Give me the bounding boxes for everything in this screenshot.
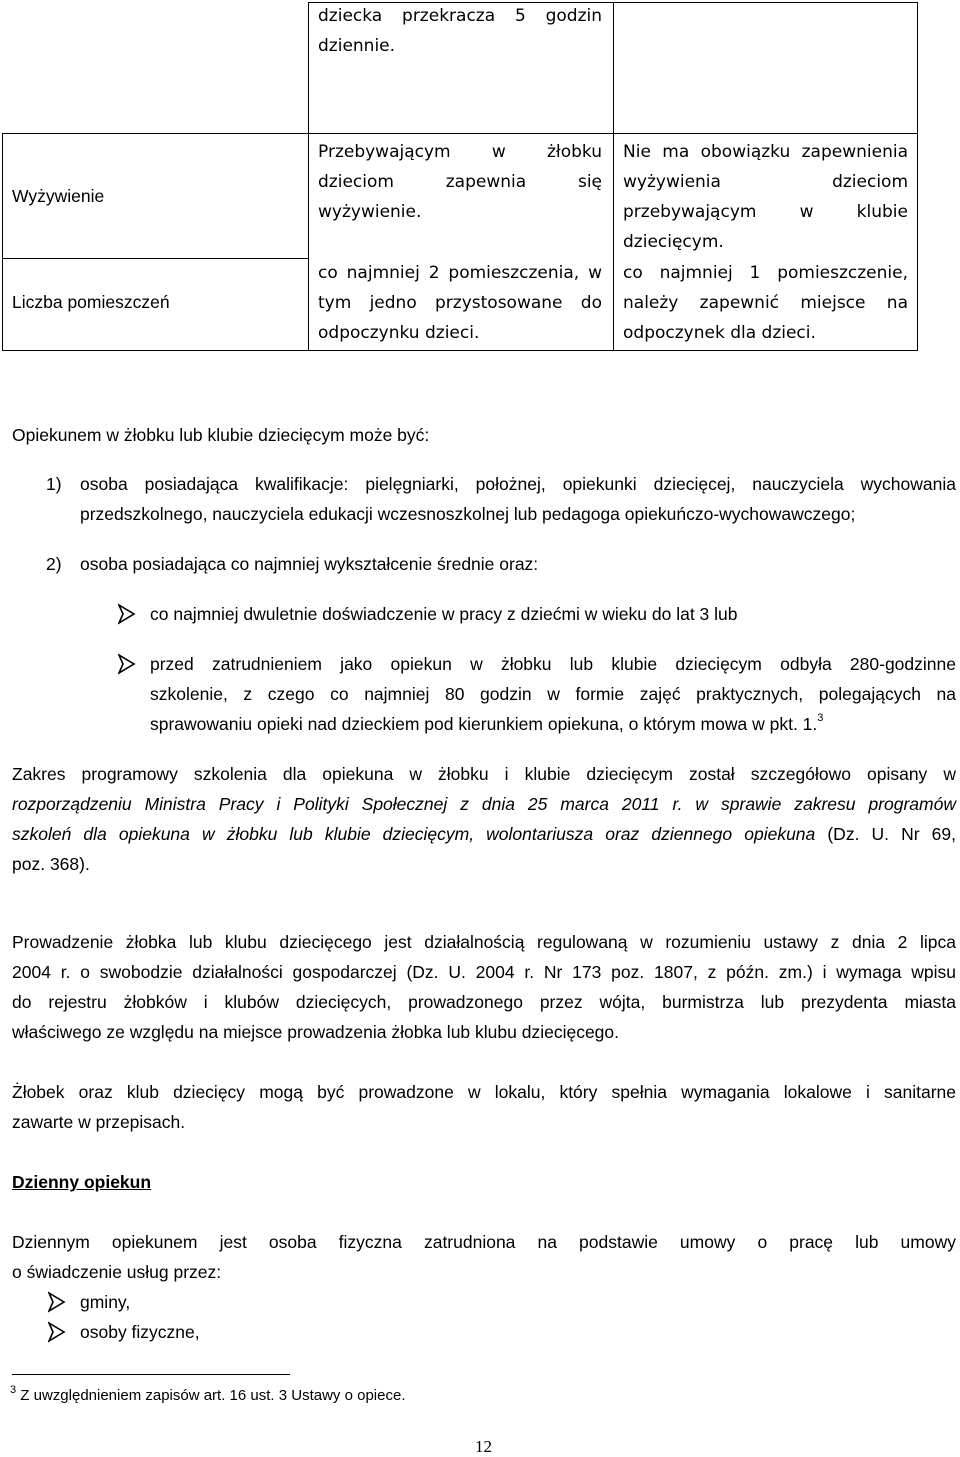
list-item-1-line2: przedszkolnego, nauczyciela edukacji wczesnoszkolnej lub pedagoga opiekuńczo-wychowawczego; <box>80 504 856 524</box>
training-scope-line1: Zakres programowy szkolenia dla opiekuna w żłobku i klubie dziecięcym został szczegółowo opisany w <box>12 764 956 784</box>
list-number-1: 1) <box>46 474 62 494</box>
training-scope-line3 <box>12 819 956 849</box>
table-border-right <box>917 2 918 351</box>
table-cell-row2-col2: co najmniej 2 pomieszczenia, w tym jedno przystosowane do odpoczynku dzieci. <box>318 263 602 343</box>
regulated-activity-line4: właściwego ze względu na miejsce prowadzenia żłobka lub klubu dziecięcego. <box>12 1022 620 1042</box>
table-border-bottom <box>2 350 918 351</box>
page-number: 12 <box>475 1437 492 1456</box>
training-scope-line4: poz. 368). <box>12 854 90 874</box>
table-border-col2 <box>613 2 614 351</box>
premises-line2: zawarte w przepisach. <box>12 1112 186 1132</box>
arrow-bullet-icon <box>48 1291 68 1313</box>
bullet-experience: co najmniej dwuletnie doświadczenie w pracy z dziećmi w wieku do lat 3 lub <box>150 604 738 624</box>
regulated-activity-line1: Prowadzenie żłobka lub klubu dziecięcego jest działalnością regulowaną w rozumieniu ustawy z dnia 2 lipca <box>12 932 956 952</box>
list-item-2: osoba posiadająca co najmniej wykształcenie średnie oraz: <box>80 554 539 574</box>
bullet-training-line1: przed zatrudnieniem jako opiekun w żłobku lub klubie dziecięcym odbyła 280-godzinne <box>150 654 956 674</box>
table-cell-row2-col3: co najmniej 1 pomieszczenie, należy zapewnić miejsce na odpoczynek dla dzieci. <box>623 263 908 343</box>
table-border-col1 <box>308 2 309 351</box>
journal-ref: (Dz. U. Nr 69, <box>815 824 956 844</box>
arrow-bullet-icon <box>118 653 138 675</box>
premises-line1: Żłobek oraz klub dziecięcy mogą być prowadzone w lokalu, który spełnia wymagania lokalowe i sanitarne <box>12 1082 956 1102</box>
caregiver-intro: Opiekunem w żłobku lub klubie dziecięcym może być: <box>12 425 430 445</box>
bullet-gminy: gminy, <box>80 1292 131 1312</box>
day-carer-line1: Dziennym opiekunem jest osoba fizyczna zatrudniona na podstawie umowy o pracę lub umowy <box>12 1232 956 1252</box>
footnote-reference: 3 <box>817 712 824 724</box>
section-heading-dzienny-opiekun: Dzienny opiekun <box>12 1172 152 1192</box>
arrow-bullet-icon <box>48 1321 68 1343</box>
footnote-separator <box>12 1374 290 1375</box>
table-cell-row1-col3: Nie ma obowiązku zapewnienia wyżywienia dzieciom przebywającym w klubie dziecięcym. <box>623 142 908 252</box>
table-label-liczba-pomieszczen: Liczba pomieszczeń <box>12 292 170 312</box>
table-border-left <box>2 133 3 351</box>
regulation-title-end: szkoleń dla opiekuna w żłobku lub klubie dziecięcym, wolontariusza oraz dziennego opiekuna <box>12 824 816 844</box>
arrow-bullet-icon <box>118 603 138 625</box>
footnote-text: Z uwzględnieniem zapisów art. 16 ust. 3 Ustawy o opiece. <box>16 1387 406 1404</box>
list-item-1-line1: osoba posiadająca kwalifikacje: pielęgniarki, położnej, opiekunki dziecięcej, nauczyciela wychowania <box>80 474 956 494</box>
table-border-row2-top <box>2 258 308 259</box>
bullet-training-line3 <box>150 709 823 739</box>
table-label-wyzywienie: Wyżywienie <box>12 186 105 206</box>
table-border-row1-top <box>2 133 918 134</box>
bullet-training-line3-text: sprawowaniu opieki nad dzieckiem pod kierunkiem opiekuna, o którym mowa w pkt. 1. <box>150 714 818 734</box>
regulated-activity-line2: 2004 r. o swobodzie działalności gospodarczej (Dz. U. 2004 r. Nr 173 poz. 1807, z późn. zm.) i wymaga wpisu <box>12 962 956 982</box>
table-cell-row1-col2: Przebywającym w żłobku dzieciom zapewnia się wyżywienie. <box>318 142 602 222</box>
regulated-activity-line3: do rejestru żłobków i klubów dziecięcych, prowadzonego przez wójta, burmistrza lub prezydenta miasta <box>12 992 956 1012</box>
footnote <box>10 1383 405 1409</box>
bullet-training-line2: szkolenie, z czego co najmniej 80 godzin w formie zajęć praktycznych, polegających na <box>150 684 956 704</box>
list-number-2: 2) <box>46 554 62 574</box>
day-carer-line2: o świadczenie usług przez: <box>12 1262 222 1282</box>
table-cell-row0-col2: dziecka przekracza 5 godzin dziennie. <box>318 6 602 56</box>
training-scope-line2: rozporządzeniu Ministra Pracy i Polityki Społecznej z dnia 25 marca 2011 r. w sprawie zakresu programów <box>12 794 956 814</box>
bullet-osoby-fizyczne: osoby fizyczne, <box>80 1322 200 1342</box>
footnote-number: 3 <box>10 1384 17 1396</box>
